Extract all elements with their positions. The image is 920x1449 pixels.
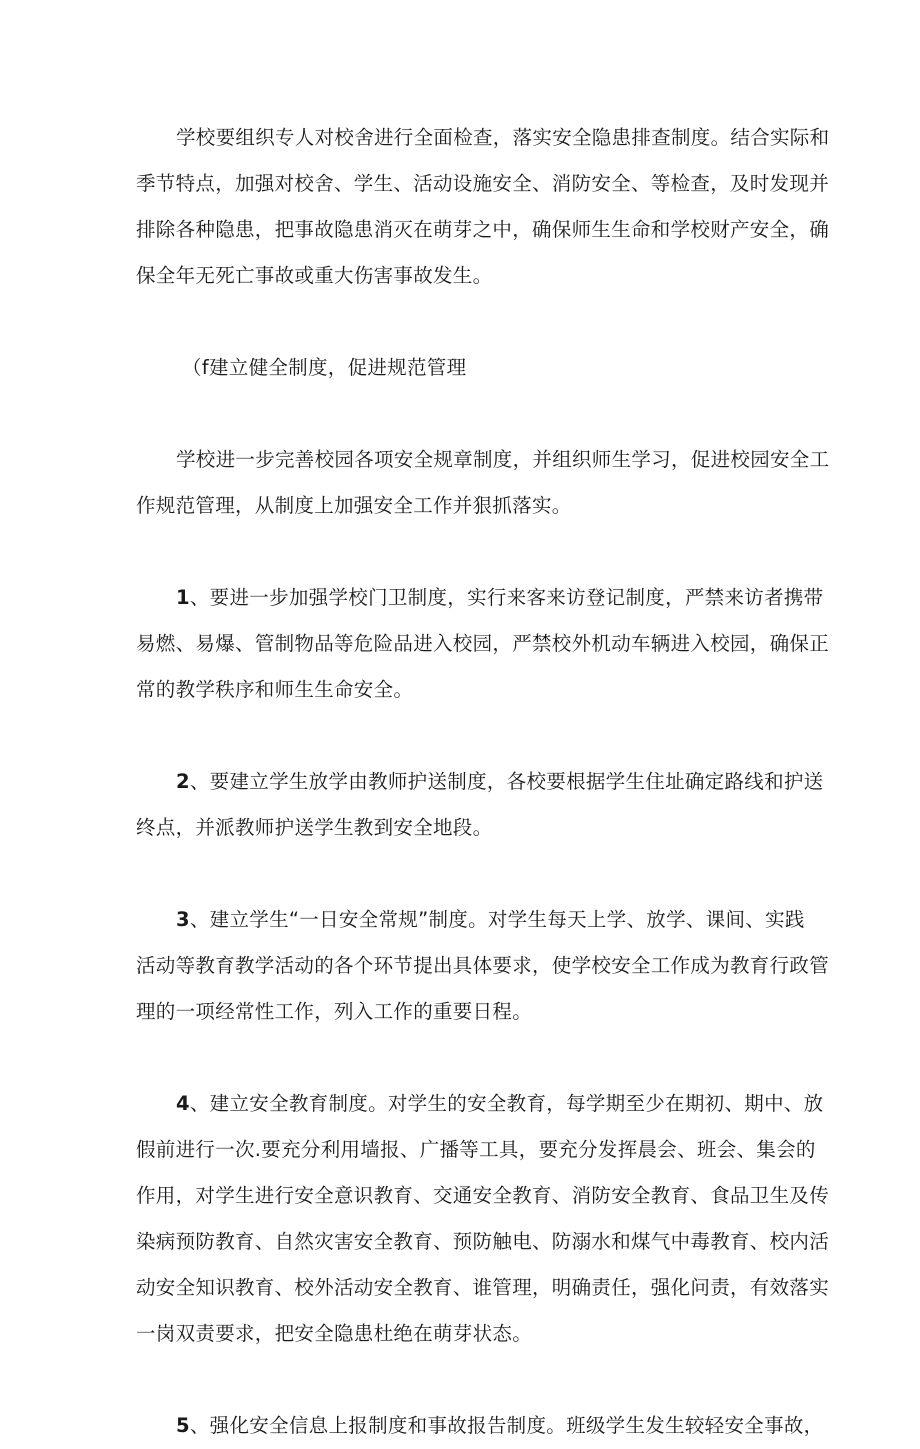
paragraph-gap xyxy=(136,391,788,437)
text-line: 保全年无死亡事故或重大伤害事故发生。 xyxy=(136,264,493,287)
text-line: 染病预防教育、自然灾害安全教育、预防触电、防溺水和煤气中毒教育、校内活 xyxy=(136,1230,830,1253)
paragraph-gap xyxy=(136,1357,788,1403)
text-line xyxy=(136,759,824,805)
list-item xyxy=(136,1403,824,1449)
text-line: 学校要组织专人对校舍进行全面检查，落实安全隐患排查制度。结合实际和 xyxy=(176,126,830,149)
text-line: 学校进一步完善校园各项安全规章制度，并组织师生学习，促进校园安全工 xyxy=(176,448,830,471)
text-line xyxy=(136,1403,824,1449)
text-line: 动安全知识教育、校外活动安全教育、谁管理，明确责任，强化问责，有效落实 xyxy=(136,1276,830,1299)
text-line: 易燃、易爆、管制物品等危险品进入校园，严禁校外机动车辆进入校园，确保正 xyxy=(136,632,830,655)
item-number: 4 xyxy=(176,1092,190,1115)
text-line: 一岗双责要求，把安全隐患杜绝在萌芽状态。 xyxy=(136,1322,533,1345)
text-line: 活动等教育教学活动的各个环节提出具体要求，使学校安全工作成为教育行政管 xyxy=(136,954,830,977)
paragraph-gap xyxy=(136,713,788,759)
list-item xyxy=(136,897,830,1035)
text-line: 终点，并派教师护送学生教到安全地段。 xyxy=(136,816,493,839)
text-line: 季节特点，加强对校舍、学生、活动设施安全、消防安全、等检查，及时发现并 xyxy=(136,172,830,195)
item-text: 、强化安全信息上报制度和事故报告制度。班级学生发生较轻安全事故， xyxy=(189,1414,824,1437)
text-line xyxy=(136,897,805,943)
text-line: 作规范管理，从制度上加强安全工作并狠抓落实。 xyxy=(136,494,572,517)
item-number: 2 xyxy=(176,770,190,793)
text-line xyxy=(136,575,824,621)
paragraph-gap xyxy=(136,851,788,897)
paragraph-gap xyxy=(136,1035,788,1081)
text-line: 理的一项经常性工作，列入工作的重要日程。 xyxy=(136,1000,533,1023)
list-item xyxy=(136,1081,830,1357)
text-line: 假前进行一次.要充分利用墙报、广播等工具，要充分发挥晨会、班会、集会的 xyxy=(136,1138,816,1161)
item-text: 、建立安全教育制度。对学生的安全教育，每学期至少在期初、期中、放 xyxy=(189,1092,824,1115)
paragraph-inspection xyxy=(136,115,830,299)
document-page xyxy=(136,115,830,1449)
item-number: 5 xyxy=(176,1414,190,1437)
section-heading xyxy=(136,345,788,391)
text-line: 常的教学秩序和师生生命安全。 xyxy=(136,678,414,701)
text-line: 作用，对学生进行安全意识教育、交通安全教育、消防安全教育、食品卫生及传 xyxy=(136,1184,830,1207)
heading-line: （f建立健全制度，促进规范管理 xyxy=(182,356,467,379)
text-line xyxy=(136,1081,824,1127)
paragraph-rules xyxy=(136,437,830,529)
list-item xyxy=(136,759,824,851)
text-line: 排除各种隐患，把事故隐患消灭在萌芽之中，确保师生生命和学校财产安全，确 xyxy=(136,218,830,241)
list-item xyxy=(136,575,830,713)
item-number: 1 xyxy=(176,586,190,609)
item-number: 3 xyxy=(176,908,190,931)
item-text: 、要建立学生放学由教师护送制度，各校要根据学生住址确定路线和护送 xyxy=(189,770,824,793)
paragraph-gap xyxy=(136,299,788,345)
item-text: 、要进一步加强学校门卫制度，实行来客来访登记制度，严禁来访者携带 xyxy=(189,586,824,609)
paragraph-gap xyxy=(136,529,788,575)
item-text: 、建立学生“一日安全常规”制度。对学生每天上学、放学、课间、实践 xyxy=(189,908,805,931)
